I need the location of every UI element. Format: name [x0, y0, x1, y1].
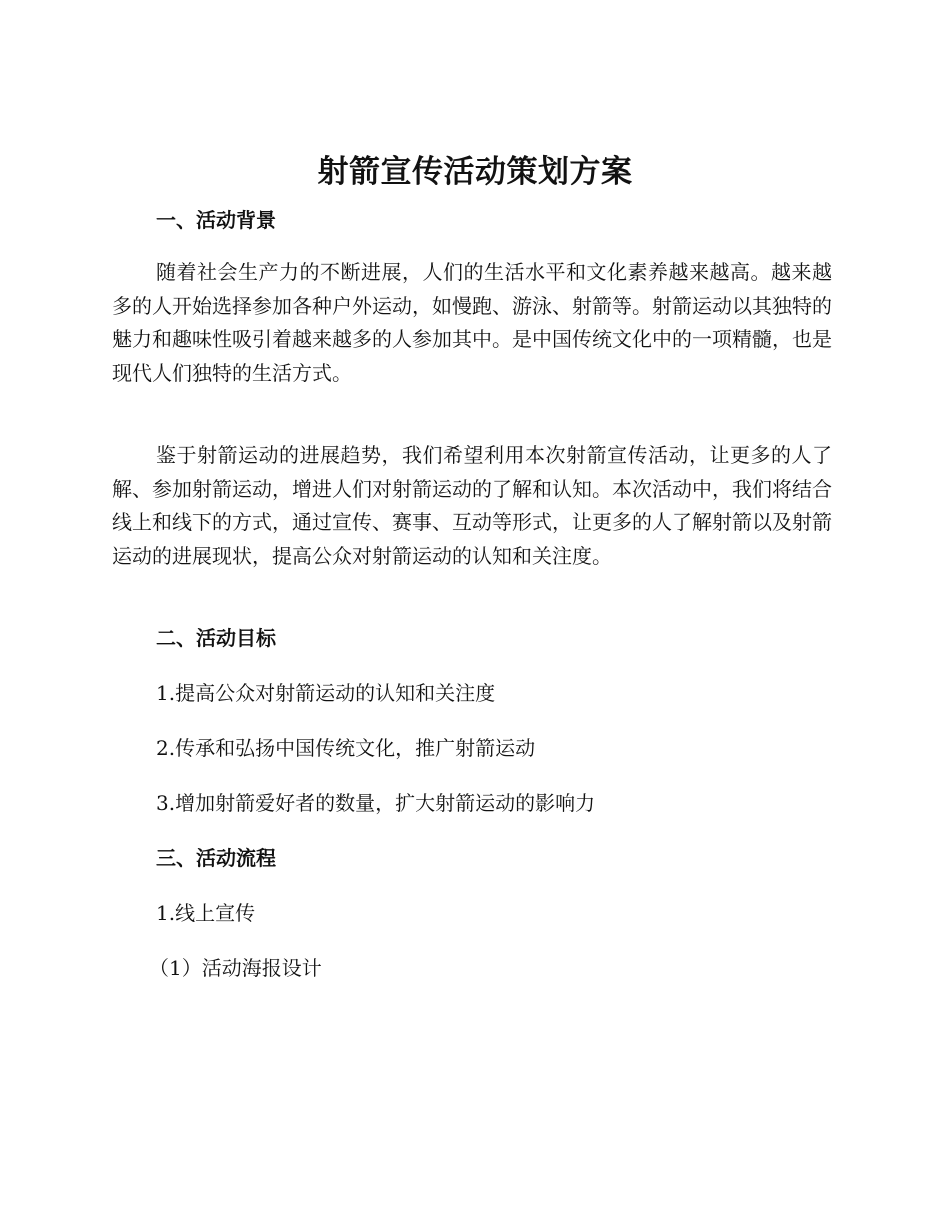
process-subitem-1: （1）活动海报设计: [149, 956, 322, 980]
section-heading-goals: 二、活动目标: [156, 626, 276, 650]
goal-item-1: 1.提高公众对射箭运动的认知和关注度: [156, 681, 496, 705]
goal-item-3: 3.增加射箭爱好者的数量，扩大射箭运动的影响力: [156, 791, 596, 815]
section-heading-process: 三、活动流程: [156, 846, 276, 870]
background-paragraph-2: 鉴于射箭运动的进展趋势，我们希望利用本次射箭宣传活动，让更多的人了解、参加射箭运动，增进人们对射箭运动的了解和认知。本次活动中，我们将结合线上和线下的方式，通过宣传、赛事、互动等形式，让更多的人了解射箭以及射箭运动的进展现状，提高公众对射箭运动的认知和关注度。: [112, 443, 832, 568]
goal-item-2: 2.传承和弘扬中国传统文化，推广射箭运动: [156, 736, 536, 760]
background-paragraph-1: 随着社会生产力的不断进展，人们的生活水平和文化素养越来越高。越来越多的人开始选择参加各种户外运动，如慢跑、游泳、射箭等。射箭运动以其独特的魅力和趣味性吸引着越来越多的人参加其中。是中国传统文化中的一项精髓，也是现代人们独特的生活方式。: [112, 260, 832, 385]
section-heading-background: 一、活动背景: [156, 208, 276, 232]
process-item-1: 1.线上宣传: [156, 901, 256, 925]
document-title: 射箭宣传活动策划方案: [317, 154, 633, 190]
